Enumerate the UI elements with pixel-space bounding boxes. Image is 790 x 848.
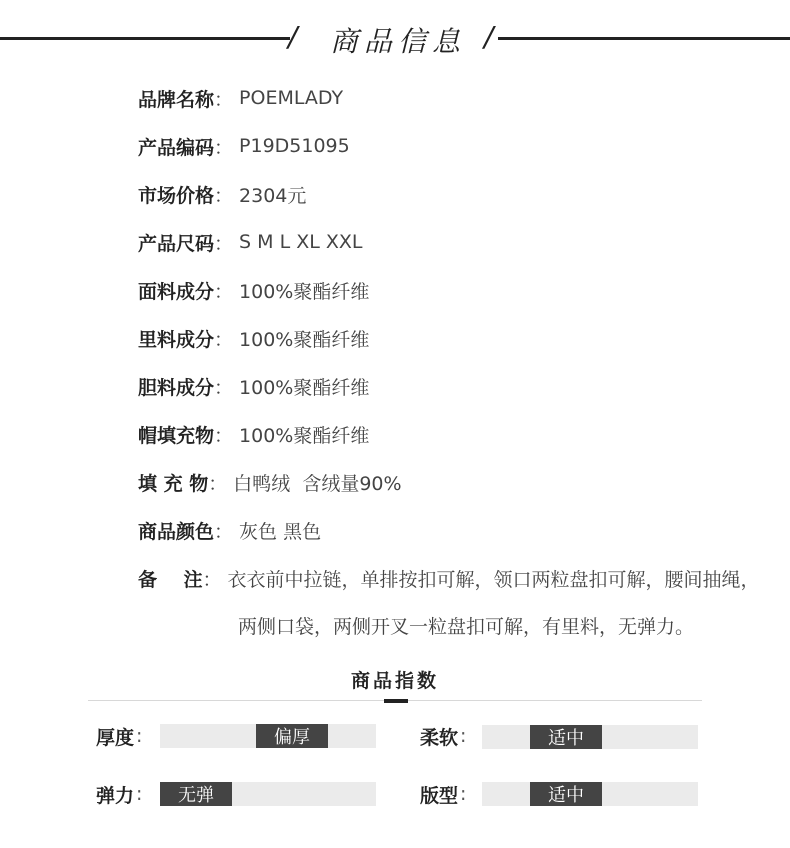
index-bar-thickness [160, 724, 376, 748]
spec-row-shell-fabric [138, 276, 369, 304]
spec-colon: ： [214, 184, 234, 207]
spec-label: 商品颜色 [138, 520, 215, 543]
index-bar-selected: 偏厚 [256, 724, 328, 748]
spec-label: 帽填充物 [138, 424, 215, 447]
index-colon: : [460, 783, 467, 805]
spec-row-sizes [138, 228, 362, 256]
index-title: 商品指数 [350, 670, 439, 692]
spec-value: 白鸭绒 含绒量90% [233, 472, 402, 495]
index-bar-softness [482, 725, 698, 749]
spec-label: 产品编码 [138, 136, 215, 159]
index-label-fit [420, 781, 466, 807]
spec-label: 面料成分 [138, 280, 215, 303]
index-label-text: 厚度 [96, 726, 135, 749]
spec-row-hood-filling [138, 420, 369, 448]
spec-value: 100%聚酯纤维 [239, 328, 370, 351]
spec-label: 备 注 [138, 568, 203, 591]
spec-value: POEMLADY [239, 87, 344, 109]
section-header [0, 0, 790, 80]
spec-label: 品牌名称 [138, 88, 215, 111]
spec-colon: ： [214, 328, 234, 351]
header-slash-right: / [484, 20, 494, 53]
index-bar-elasticity [160, 782, 376, 806]
spec-colon: ： [214, 136, 234, 159]
spec-row-colors [138, 516, 321, 544]
spec-label: 市场价格 [138, 184, 215, 207]
spec-row-brand [138, 84, 343, 112]
spec-row-notes [138, 564, 760, 592]
spec-label: 里料成分 [138, 328, 215, 351]
spec-colon: ： [208, 472, 228, 495]
index-label-softness [420, 723, 466, 749]
spec-colon: ： [202, 568, 222, 591]
header-rule-right [498, 37, 790, 40]
index-bar-fit [482, 782, 698, 806]
spec-value: 2304元 [239, 184, 307, 207]
index-bar-selected: 适中 [530, 782, 602, 806]
index-colon: : [460, 725, 467, 747]
header-slash-left: / [288, 20, 298, 53]
spec-value: P19D51095 [239, 135, 350, 157]
spec-value: 灰色 黑色 [239, 520, 322, 543]
index-bar-selected: 无弹 [160, 782, 232, 806]
spec-row-code [138, 132, 350, 160]
index-label-text: 版型 [420, 784, 459, 807]
spec-label: 胆料成分 [138, 376, 215, 399]
index-bar-selected: 适中 [530, 725, 602, 749]
index-colon: : [136, 725, 143, 747]
index-label-text: 弹力 [96, 784, 135, 807]
spec-colon: ： [214, 232, 234, 255]
spec-colon: ： [214, 280, 234, 303]
index-label-elasticity [96, 781, 142, 807]
header-rule-left [0, 37, 290, 40]
index-label-thickness [96, 723, 142, 749]
spec-label: 填 充 物 [138, 472, 209, 495]
spec-colon: ： [214, 424, 234, 447]
spec-colon: ： [214, 520, 234, 543]
spec-value: 100%聚酯纤维 [239, 376, 370, 399]
index-label-text: 柔软 [420, 726, 459, 749]
index-colon: : [136, 783, 143, 805]
spec-value: 衣衣前中拉链，单排按扣可解，领口两粒盘扣可解，腰间抽绳， [227, 568, 760, 591]
spec-row-price [138, 180, 306, 208]
spec-label: 产品尺码 [138, 232, 215, 255]
section-title: 商品信息 [330, 25, 467, 58]
spec-row-lining [138, 324, 369, 352]
spec-value: 100%聚酯纤维 [239, 424, 370, 447]
index-divider-marker [384, 699, 408, 703]
spec-value: S M L XL XXL [239, 231, 363, 253]
spec-colon: ： [214, 88, 234, 111]
spec-row-filling [138, 468, 402, 496]
spec-colon: ： [214, 376, 234, 399]
spec-notes-continued: 两侧口袋，两侧开叉一粒盘扣可解，有里料，无弹力。 [238, 616, 695, 638]
spec-value: 100%聚酯纤维 [239, 280, 370, 303]
spec-row-inner [138, 372, 369, 400]
